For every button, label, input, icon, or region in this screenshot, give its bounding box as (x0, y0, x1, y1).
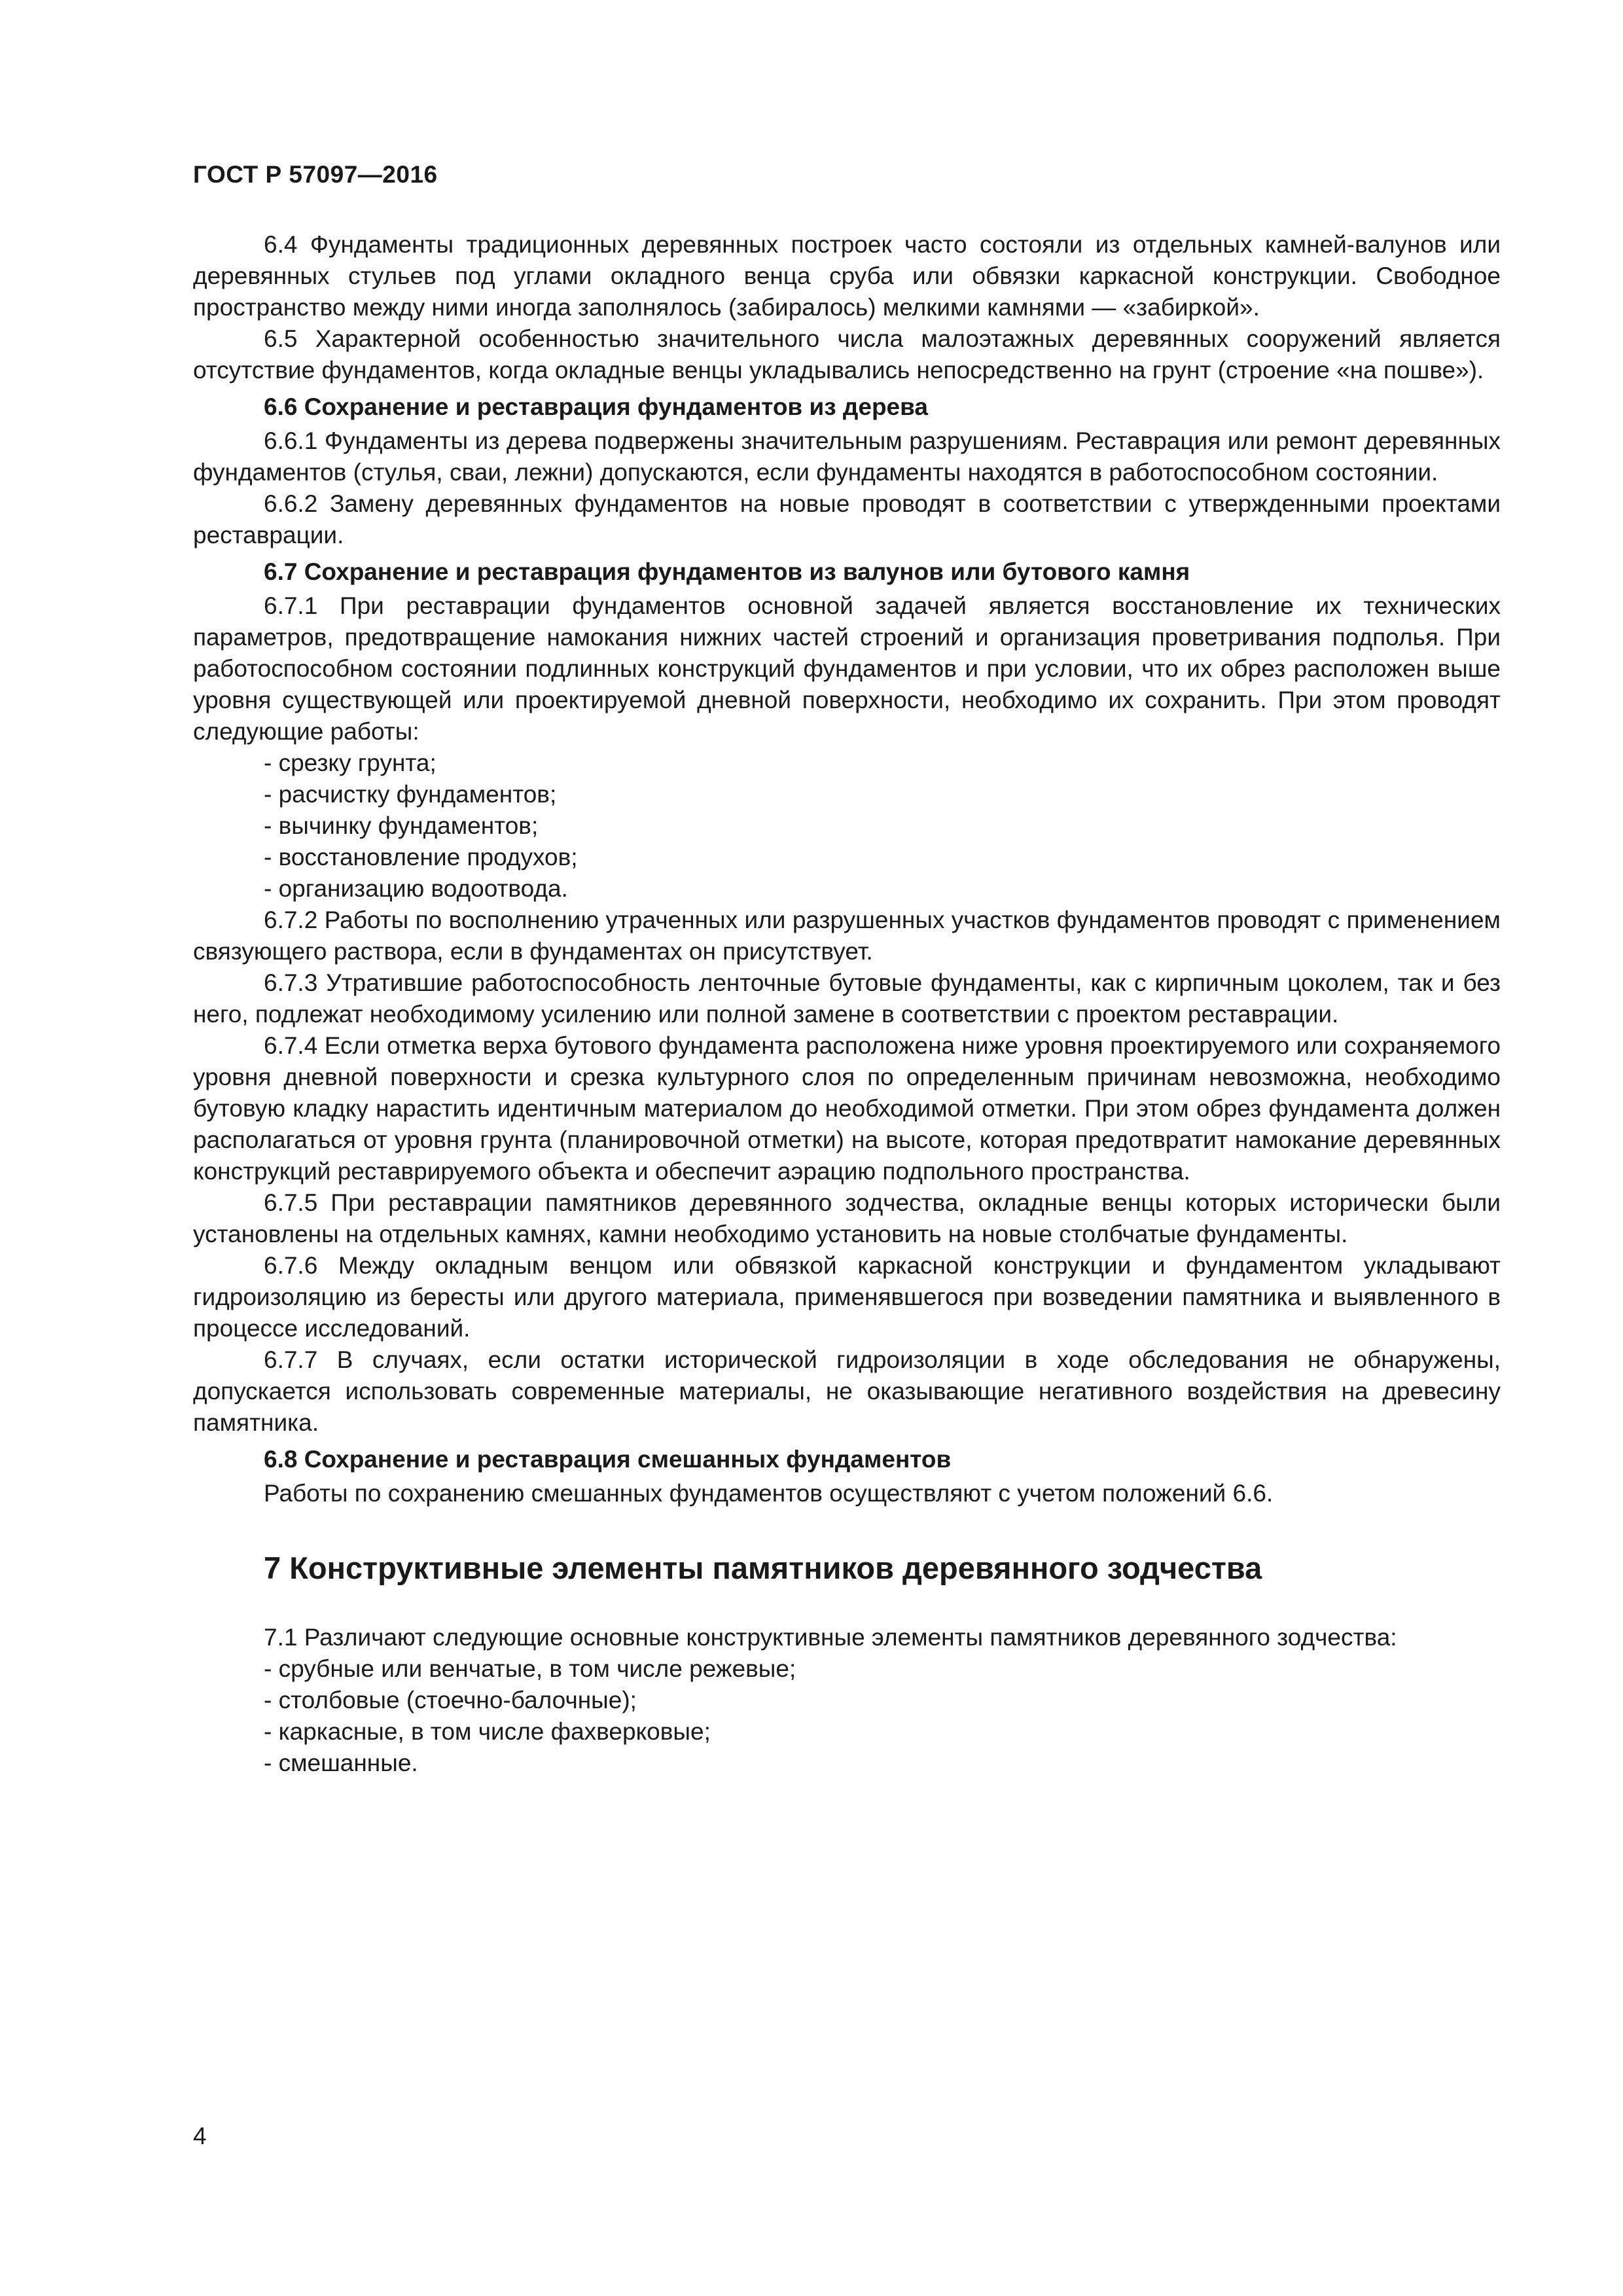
list-item: - смешанные. (264, 1749, 418, 1776)
paragraph-7-1: 7.1 Различают следующие основные конструктивные элементы памятников деревянного зодчества: (264, 1624, 1397, 1651)
paragraph-6-7-4: 6.7.4 Если отметка верха бутового фундамента расположена ниже уровня проектируемого или сохраняемого уровня дневной поверхности и срезка культурного слоя по определенным причинам невозможна, необходимо бутовую кладку нарастить идентичным материалом до необходимой отметки. При этом обрез фундамента должен располагаться от уровня грунта (планировочной отметки) на высоте, которая предотвратит намокание деревянных конструкций реставрируемого объекта и обеспечит аэрацию подпольного пространства. (193, 1032, 1501, 1185)
list-item: - каркасные, в том числе фахверковые; (264, 1718, 711, 1745)
paragraph-6-7-1: 6.7.1 При реставрации фундаментов основной задачей является восстановление их технических параметров, предотвращение намокания нижних частей строений и организация проветривания подполья. При работоспособном состоянии подлинных конструкций фундаментов и при условии, что их обрез расположен выше уровня существующей или проектируемой дневной поверхности, необходимо их сохранить. При этом проводят следующие работы: (193, 592, 1501, 745)
structural-elements-list (193, 1653, 1501, 1779)
paragraph-6-6-1: 6.6.1 Фундаменты из дерева подвержены значительным разрушениям. Реставрация или ремонт деревянных фундаментов (стулья, сваи, лежни) допускаются, если фундаменты находятся в работоспособном состоянии. (193, 427, 1501, 486)
subheading-6-8: 6.8 Сохранение и реставрация смешанных фундаментов (264, 1446, 952, 1473)
list-item: - восстановление продухов; (264, 844, 578, 870)
paragraph-6-7-5: 6.7.5 При реставрации памятников деревянного зодчества, окладные венцы которых исторически были установлены на отдельных камнях, камни необходимо установить на новые столбчатые фундаменты. (193, 1189, 1501, 1247)
paragraph-6-5: 6.5 Характерной особенностью значительного числа малоэтажных деревянных сооружений является отсутствие фундаментов, когда окладные венцы укладывались непосредственно на грунт (строение «на пошве»). (193, 325, 1501, 384)
list-item: - вычинку фундаментов; (264, 812, 539, 839)
list-item: - срезку грунта; (264, 749, 437, 776)
paragraph-6-6-2: 6.6.2 Замену деревянных фундаментов на новые проводят в соответствии с утвержденными проектами реставрации. (193, 490, 1501, 548)
list-item: - организацию водоотвода. (264, 875, 568, 902)
paragraph-6-4: 6.4 Фундаменты традиционных деревянных построек часто состояли из отдельных камней-валунов или деревянных стульев под углами окладного венца сруба или обвязки каркасной конструкции. Свободное пространство между ними иногда заполнялось (забиралось) мелкими камнями — «забиркой». (193, 231, 1501, 321)
list-item: - расчистку фундаментов; (264, 781, 557, 808)
paragraph-6-7-6: 6.7.6 Между окладным венцом или обвязкой каркасной конструкции и фундаментом укладывают гидроизоляцию из бересты или другого материала, применявшегося при возведении памятника и выявленного в процессе исследований. (193, 1252, 1501, 1342)
subheading-6-6: 6.6 Сохранение и реставрация фундаментов из дерева (264, 393, 928, 420)
paragraph-6-7-2: 6.7.2 Работы по восполнению утраченных или разрушенных участков фундаментов проводят с применением связующего раствора, если в фундаментах он присутствует. (193, 906, 1501, 965)
section-heading-7: 7 Конструктивные элементы памятников деревянного зодчества (264, 1551, 1262, 1585)
paragraph-6-7-7: 6.7.7 В случаях, если остатки исторической гидроизоляции в ходе обследования не обнаружены, допускается использовать современные материалы, не оказывающие негативного воздействия на древесину памятника. (193, 1346, 1501, 1436)
page-number: 4 (193, 2123, 207, 2149)
list-item: - столбовые (стоечно-балочные); (264, 1687, 637, 1713)
list-item: - срубные или венчатые, в том числе режевые; (264, 1655, 796, 1682)
paragraph-6-7-3: 6.7.3 Утратившие работоспособность ленточные бутовые фундаменты, как с кирпичным цоколем, так и без него, подлежат необходимому усилению или полной замене в соответствии с проектом реставрации. (193, 969, 1501, 1028)
document-body (193, 229, 1501, 1779)
works-list (193, 747, 1501, 905)
paragraph-6-8: Работы по сохранению смешанных фундаментов осуществляют с учетом положений 6.6. (264, 1480, 1274, 1507)
subheading-6-7: 6.7 Сохранение и реставрация фундаментов из валунов или бутового камня (264, 558, 1190, 585)
document-header-code: ГОСТ Р 57097—2016 (193, 161, 438, 188)
